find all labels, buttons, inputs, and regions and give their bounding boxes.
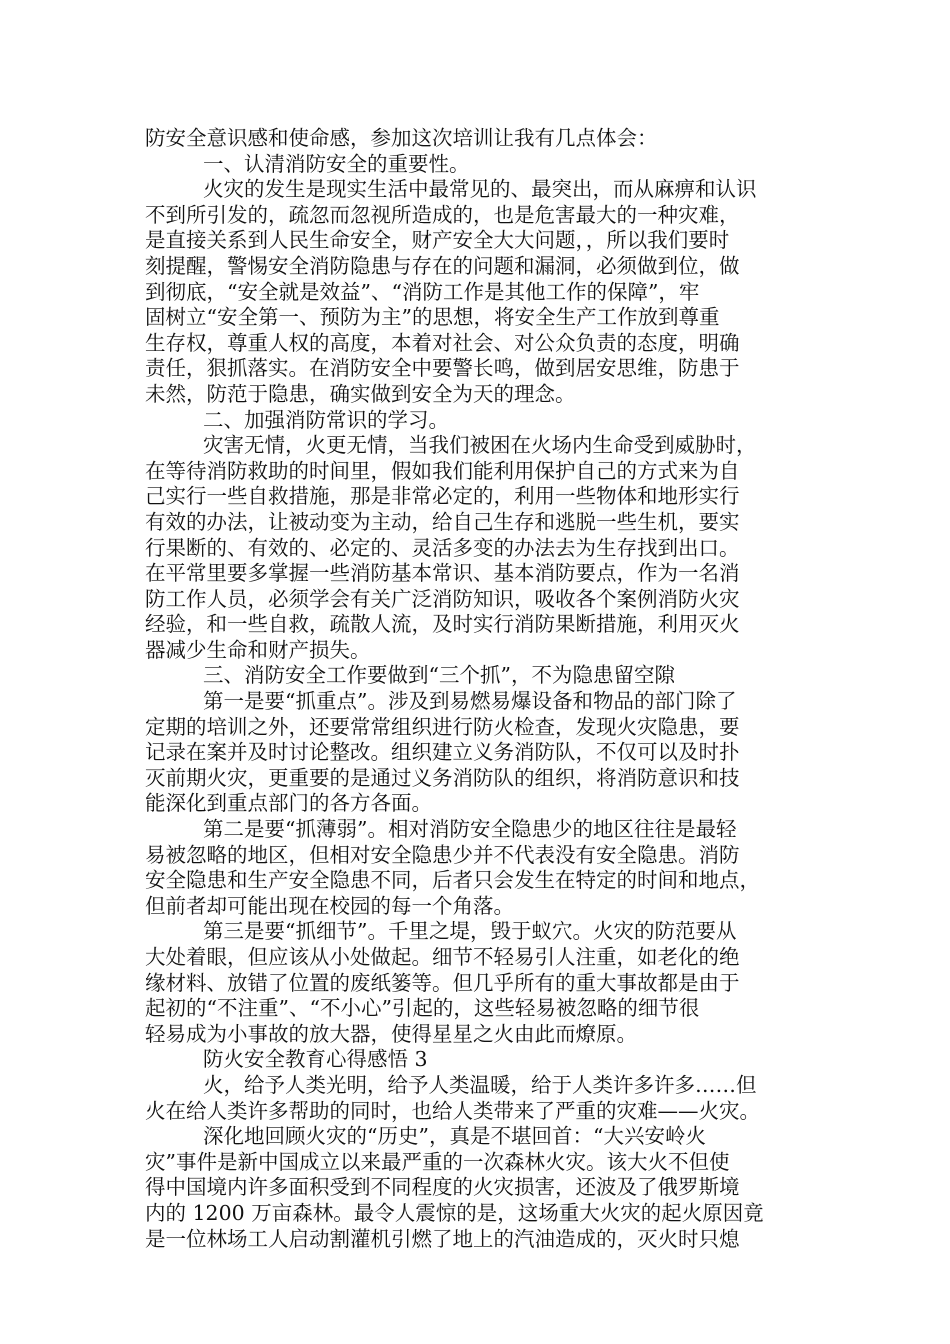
text-line: 经验，和一些自救，疏散人流，及时实行消防果断措施，利用灭火 [145,612,740,637]
text-line: 在平常里要多掌握一些消防基本常识、基本消防要点，作为一名消 [145,561,740,586]
text-line: 第一是要“抓重点”。涉及到易燃易爆设备和物品的部门除了 [203,689,737,714]
text-line: 灭前期火灾，更重要的是通过义务消防队的组织，将消防意识和技 [145,765,740,790]
text-line: 易被忽略的地区，但相对安全隐患少并不代表没有安全隐患。消防 [145,842,740,867]
text-line: 在等待消防救助的时间里，假如我们能利用保护自己的方式来为自 [145,458,740,483]
text-line: 深化地回顾火灾的“历史”，真是不堪回首：“大兴安岭火 [203,1124,706,1149]
text-line: 三、消防安全工作要做到“三个抓”，不为隐患留空隙 [203,663,675,688]
text-line: 大处着眼，但应该从小处做起。细节不轻易引人注重，如老化的绝 [145,945,740,969]
text-line: 是直接关系到人民生命安全，财产安全大大问题，，所以我们要时 [145,228,730,253]
text-line: 内的 1200 万亩森林。最令人震惊的是，这场重大火灾的起火原因竟 [145,1200,764,1225]
text-line: 防火安全教育心得感悟 3 [203,1047,428,1072]
text-line: 记录在案并及时讨论整改。组织建立义务消防队，不仅可以及时扑 [145,740,740,765]
text-line: 能深化到重点部门的各方各面。 [145,791,432,816]
text-line: 是一位林场工人启动割灌机引燃了地上的汽油造成的，灭火时只熄 [145,1226,740,1251]
text-line: 安全隐患和生产安全隐患不同，后者只会发生在特定的时间和地点， [145,868,760,893]
text-line: 责任，狠抓落实。在消防安全中要警长鸣，做到居安思维，防患于 [145,356,740,381]
text-line: 一、认清消防安全的重要性。 [203,151,470,176]
text-line: 火在给人类许多帮助的同时，也给人类带来了严重的灾难——火灾。 [145,1098,760,1123]
text-line: 灾害无情，火更无情，当我们被困在火场内生命受到威胁时， [203,433,757,458]
text-line: 但前者却可能出现在校园的每一个角落。 [145,893,514,918]
text-line: 防安全意识感和使命感，参加这次培训让我有几点体会： [145,126,658,150]
text-line: 防工作人员，必须学会有关广泛消防知识，吸收各个案例消防火灾 [145,586,740,611]
text-line: 轻易成为小事故的放大器，使得星星之火由此而燎原。 [145,1021,637,1046]
text-line: 刻提醒，警惕安全消防隐患与存在的问题和漏洞，必须做到位，做 [145,253,740,278]
text-line: 火灾的发生是现实生活中最常见的、最突出，而从麻痹和认识 [203,177,757,202]
text-line: 二、加强消防常识的学习。 [203,407,449,432]
text-line: 己实行一些自救措施，那是非常必定的，利用一些物体和地形实行 [145,484,740,509]
text-line: 行果断的、有效的、必定的、灵活多变的办法去为生存找到出口。 [145,535,740,560]
document-body [145,126,825,1252]
text-line: 器减少生命和财产损失。 [145,637,371,662]
text-line: 缘材料、放错了位置的废纸篓等。但几乎所有的重大事故都是由于 [145,970,740,995]
text-line: 火，给予人类光明，给予人类温暖，给于人类许多许多……但 [203,1072,757,1097]
text-line: 到彻底，“安全就是效益”、“消防工作是其他工作的保障”，牢 [145,279,700,304]
text-line: 定期的培训之外，还要常常组织进行防火检查，发现火灾隐患，要 [145,714,740,739]
text-line: 起初的“不注重”、“不小心”引起的，这些轻易被忽略的细节很 [145,996,700,1021]
text-line: 生存权，尊重人权的高度，本着对社会、对公众负责的态度，明确 [145,330,740,355]
text-line: 不到所引发的，疏忽而忽视所造成的，也是危害最大的一种灾难， [145,202,740,227]
text-line: 有效的办法，让被动变为主动，给自己生存和逃脱一些生机，要实 [145,509,740,534]
text-line: 灾”事件是新中国成立以来最严重的一次森林火灾。该大火不但使 [145,1149,730,1174]
text-line: 第三是要“抓细节”。千里之堤，毁于蚁穴。火灾的防范要从 [203,919,737,944]
text-line: 未然，防范于隐患，确实做到安全为天的理念。 [145,381,576,406]
text-line: 固树立“安全第一、预防为主”的思想，将安全生产工作放到尊重 [145,305,720,330]
text-line: 第二是要“抓薄弱”。相对消防安全隐患少的地区往往是最轻 [203,817,737,842]
text-line: 得中国境内许多面积受到不同程度的火灾损害，还波及了俄罗斯境 [145,1175,740,1200]
